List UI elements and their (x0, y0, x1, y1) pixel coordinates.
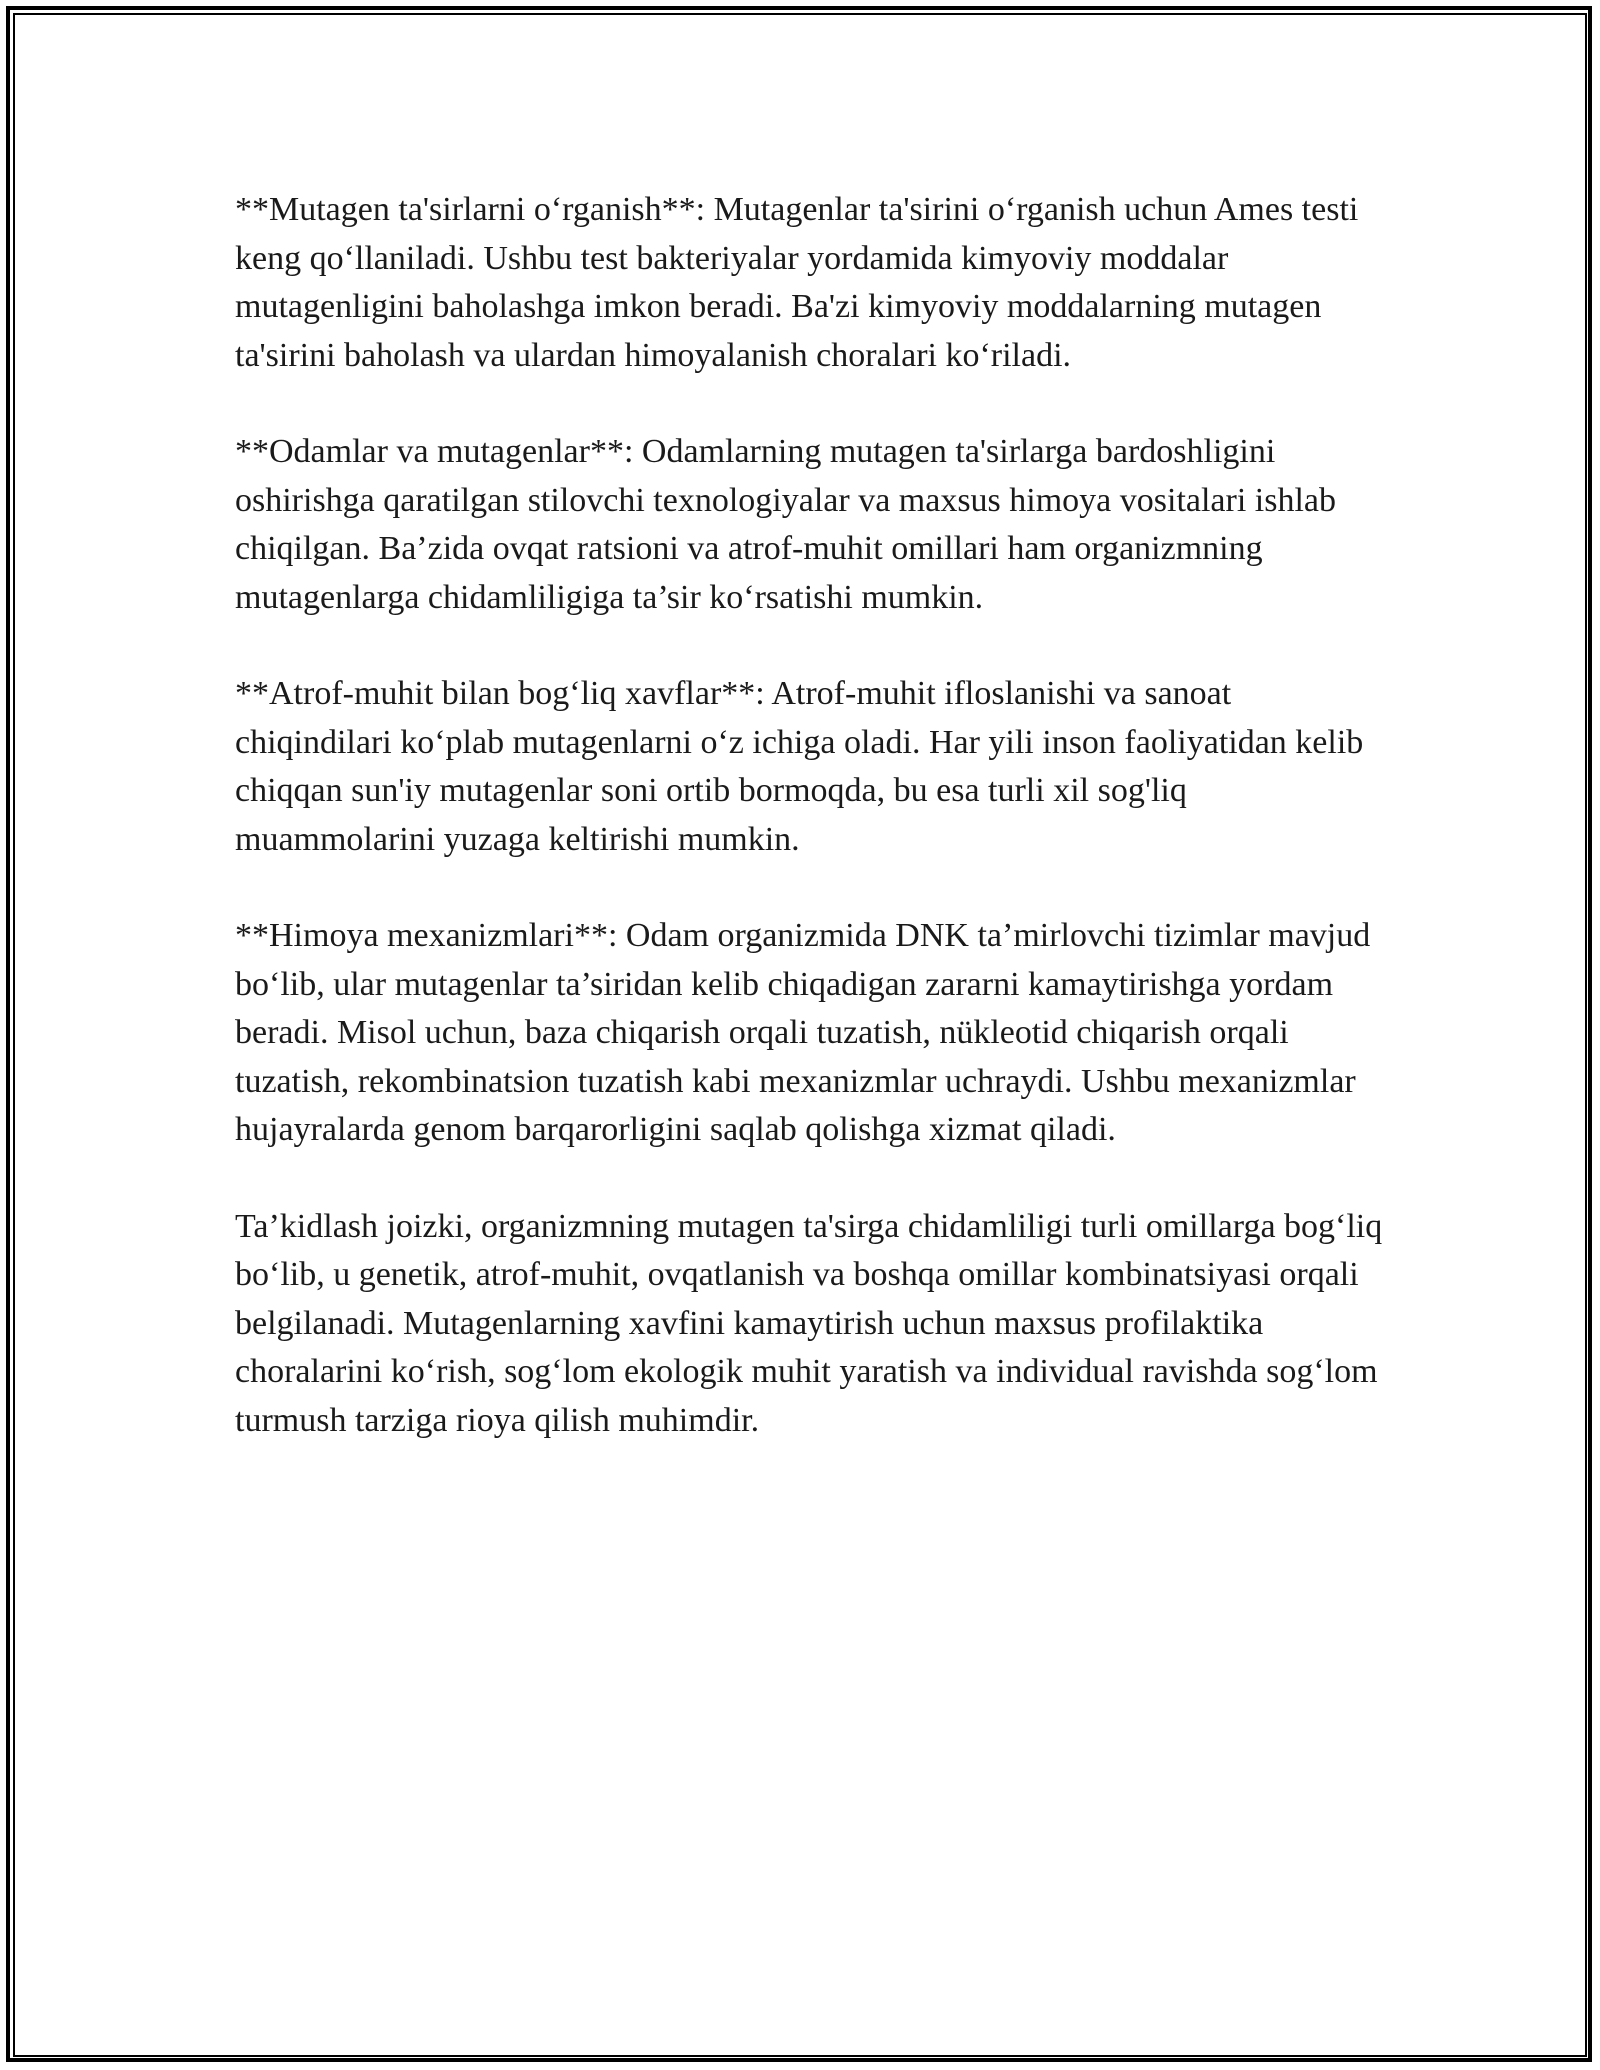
paragraph-protection-mechanisms: **Himoya mexanizmlari**: Odam organizmida DNK ta’mirlovchi tizimlar mavjud bo‘lib, ular mutagenlar ta’siridan kelib chiqadigan zararni kamaytirishga yordam beradi. Misol uchun, baza chiqarish orqali tuzatish, nükleotid chiqarish orqali tuzatish, rekombinatsion tuzatish kabi mexanizmlar uchraydi. Ushbu mexanizmlar hujayralarda genom barqarorligini saqlab qolishga xizmat qiladi. (235, 917, 1371, 1148)
paragraph-mutagen-study: **Mutagen ta'sirlarni o‘rganish**: Mutagenlar ta'sirini o‘rganish uchun Ames testi keng qo‘llaniladi. Ushbu test bakteriyalar yordamida kimyoviy moddalar mutagenligini baholashga imkon beradi. Ba'zi kimyoviy moddalarning mutagen ta'sirini baholash va ulardan himoyalanish choralari ko‘riladi. (235, 191, 1359, 374)
document-body (235, 186, 1385, 1493)
paragraph-humans-and-mutagens: **Odamlar va mutagenlar**: Odamlarning mutagen ta'sirlarga bardoshligini oshirishga qaratilgan stilovchi texnologiyalar va maxsus himoya vositalari ishlab chiqilgan. Ba’zida ovqat ratsioni va atrof-muhit omillari ham organizmning mutagenlarga chidamliligiga ta’sir ko‘rsatishi mumkin. (235, 433, 1336, 616)
paragraph-conclusion: Ta’kidlash joizki, organizmning mutagen ta'sirga chidamliligi turli omillarga bog‘liq bo‘lib, u genetik, atrof-muhit, ovqatlanish va boshqa omillar kombinatsiyasi orqali belgilanadi. Mutagenlarning xavfini kamaytirish uchun maxsus profilaktika choralarini ko‘rish, sog‘lom ekologik muhit yaratish va individual ravishda sog‘lom turmush tarziga rioya qilish muhimdir. (235, 1207, 1383, 1439)
paragraph-environmental-risks: **Atrof-muhit bilan bog‘liq xavflar**: Atrof-muhit ifloslanishi va sanoat chiqindilari ko‘plab mutagenlarni o‘z ichiga oladi. Har yili inson faoliyatidan kelib chiqqan sun'iy mutagenlar soni ortib bormoqda, bu esa turli xil sog'liq muammolarini yuzaga keltirishi mumkin. (235, 675, 1364, 858)
